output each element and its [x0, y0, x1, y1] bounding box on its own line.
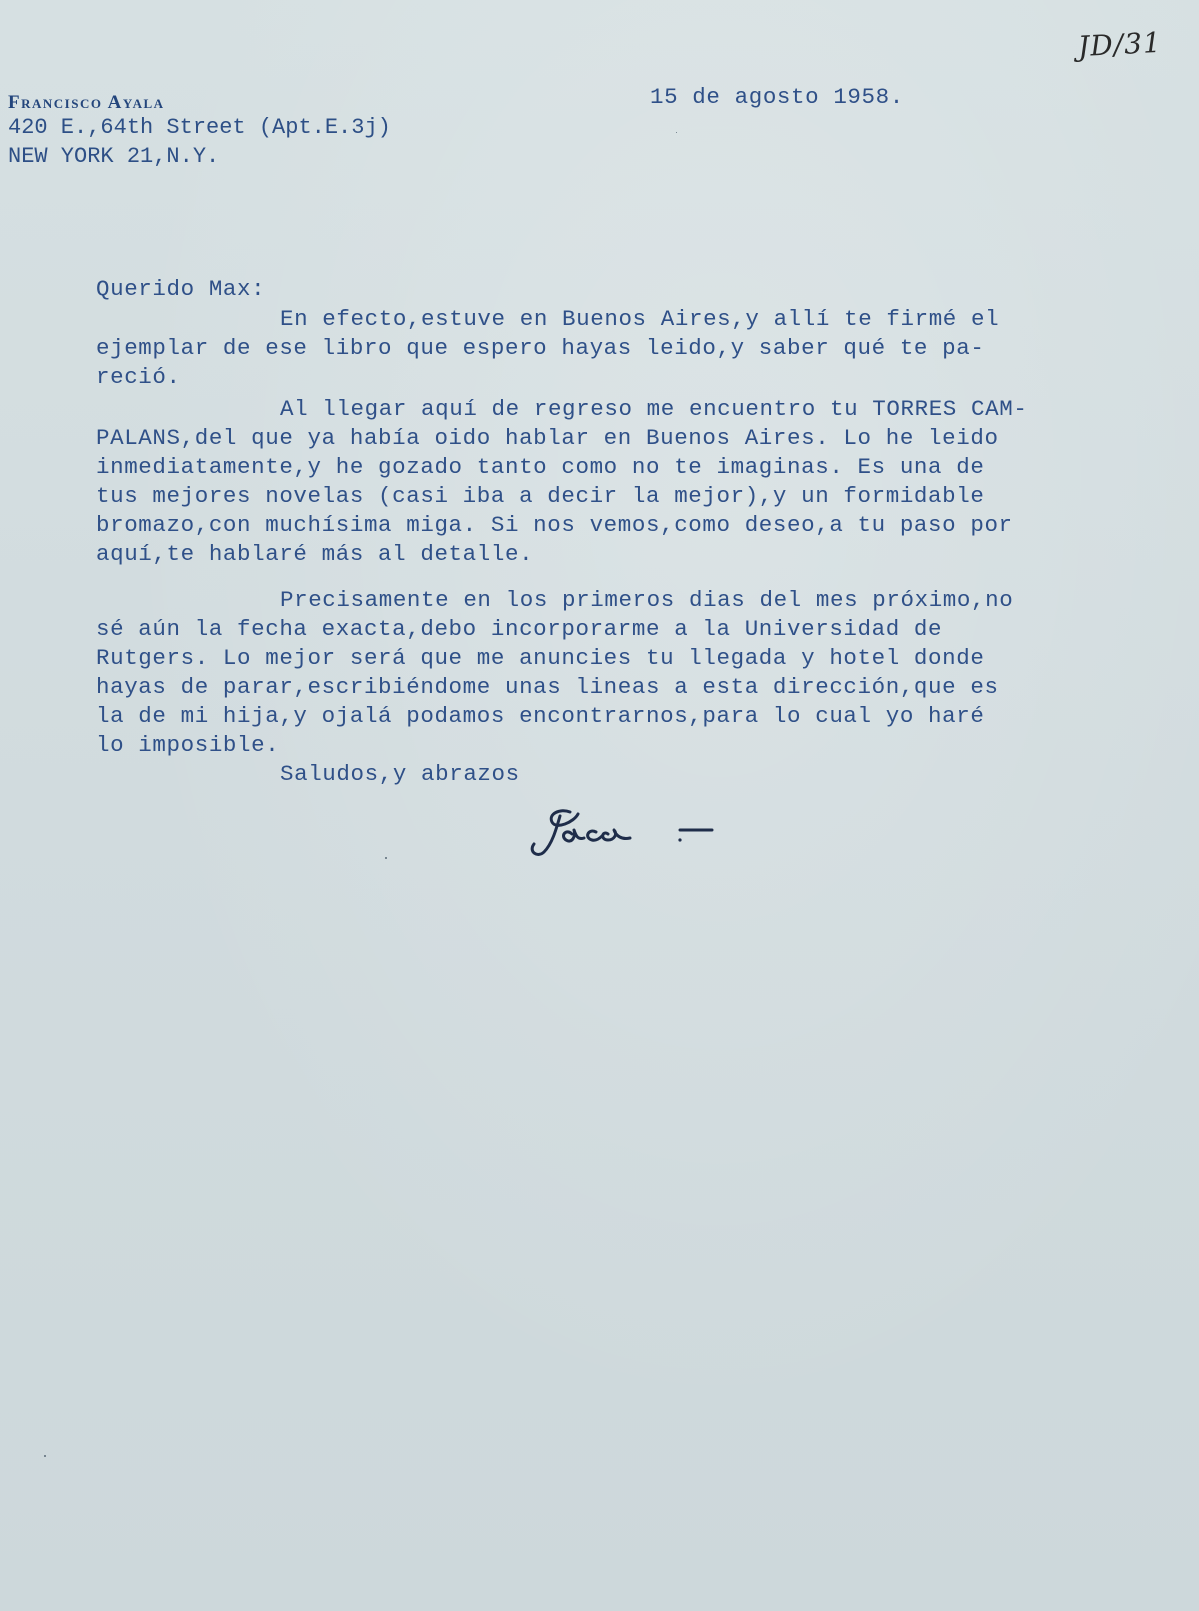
- letterhead: [8, 93, 391, 171]
- body-line: lo imposible.: [96, 732, 280, 758]
- body-line: la de mi hija,y ojalá podamos encontrarnos,para lo cual yo haré: [96, 703, 985, 729]
- paper-speck: [44, 1455, 46, 1457]
- archive-number: JD/31: [1077, 25, 1163, 64]
- body-line: reció.: [96, 364, 181, 390]
- letter-date: 15 de agosto 1958.: [650, 84, 904, 110]
- body-line: tus mejores novelas (casi iba a decir la mejor),y un formidable: [96, 483, 985, 509]
- signature-icon: [530, 800, 730, 880]
- letterhead-address-line-2: NEW YORK 21,N.Y.: [8, 144, 220, 169]
- salutation: Querido Max:: [96, 276, 266, 302]
- body-line: Saludos,y abrazos: [280, 761, 520, 787]
- body-line: bromazo,con muchísima miga. Si nos vemos,como deseo,a tu paso por: [96, 512, 1013, 538]
- handwritten-signature: [530, 800, 730, 880]
- body-line: PALANS,del que ya había oido hablar en Buenos Aires. Lo he leido: [96, 425, 999, 451]
- body-line: aquí,te hablaré más al detalle.: [96, 541, 534, 567]
- body-line: En efecto,estuve en Buenos Aires,y allí te firmé el: [280, 306, 1000, 332]
- paper-speck: [676, 132, 677, 133]
- letterhead-name: Francisco Ayala: [8, 92, 165, 113]
- body-line: ejemplar de ese libro que espero hayas leido,y saber qué te pa-: [96, 335, 985, 361]
- body-line: Precisamente en los primeros dias del mes próximo,no: [280, 587, 1014, 613]
- body-line: inmediatamente,y he gozado tanto como no te imaginas. Es una de: [96, 454, 985, 480]
- body-line: hayas de parar,escribiéndome unas lineas a esta dirección,que es: [96, 674, 999, 700]
- paper-speck: [385, 857, 387, 859]
- body-line: Al llegar aquí de regreso me encuentro tu TORRES CAM-: [280, 396, 1028, 422]
- body-line: Rutgers. Lo mejor será que me anuncies tu llegada y hotel donde: [96, 645, 985, 671]
- body-line: sé aún la fecha exacta,debo incorporarme a la Universidad de: [96, 616, 943, 642]
- letterhead-address-line-1: 420 E.,64th Street (Apt.E.3j): [8, 115, 391, 140]
